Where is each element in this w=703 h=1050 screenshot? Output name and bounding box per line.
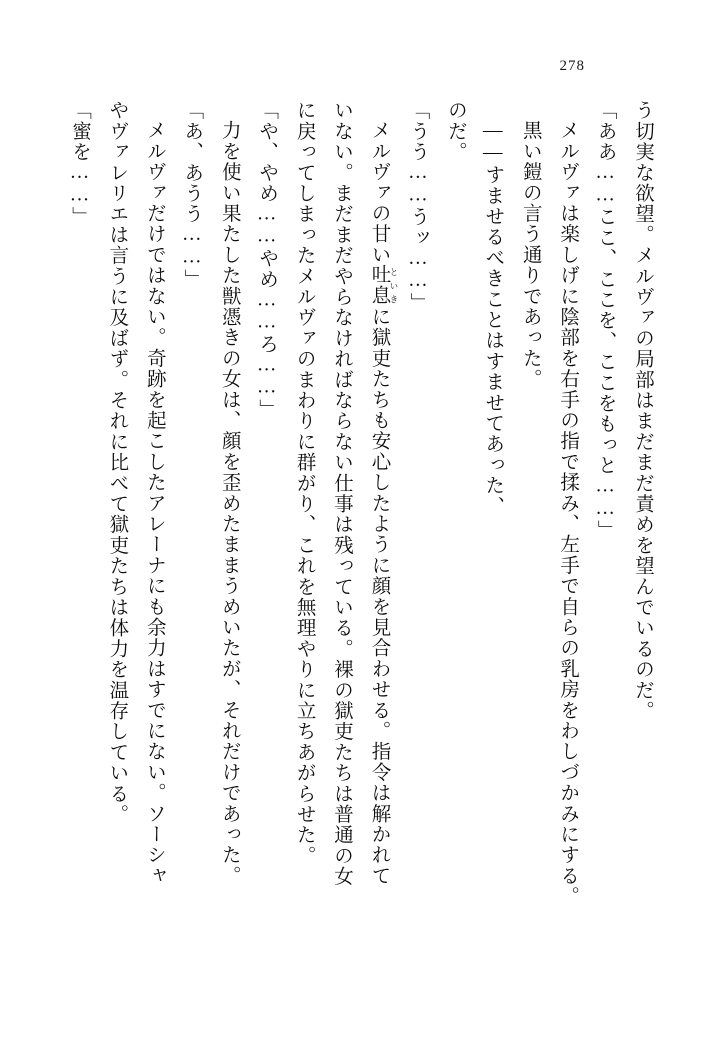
text-line: メルヴァだけではない。奇跡を起こしたアレーナにも余力はすでにない。ソーシャ [143, 119, 165, 886]
text-line: ――すませるべきことはすませてあった、 [482, 119, 504, 516]
ruby-annotation: 吐息 といき [368, 264, 399, 306]
text-line: メルヴァは楽しげに陰部を右手の指で揉み、左手で自らの乳房をわしづかみにする。 [557, 119, 579, 907]
text-line: う切実な欲望。メルヴァの局部はまだまだ責めを望んでいるのだ。 [632, 100, 653, 721]
text-line: 黒い鎧の言う通りであった。 [519, 119, 541, 389]
text-line-with-ruby: メルヴァの甘い吐息 といきに獄吏たちも安心したように顔を見合わせる。指令は解かれて [368, 119, 399, 886]
text-line: 力を使い果たした獣憑きの女は、顔を歪めたままうめいたが、それだけであった。 [218, 119, 240, 886]
text-line: 「ああ……ここ、ここを、ここをもっと……」 [594, 100, 616, 541]
text-line: やヴァレリエは言うに及ばず。それに比べて獄吏たちは体力を温存している。 [106, 100, 128, 825]
text-line: のだ。 [444, 100, 466, 163]
page-text-body [61, 100, 661, 1000]
text-line: 「や、やめ……やめ……ろ……」 [256, 100, 278, 420]
text-line: に戻ってしまったメルヴァのまわりに群がり、これを無理やりに立ちあがらせた。 [293, 100, 315, 866]
text-line: 「蜜を……」 [68, 100, 90, 228]
page-number: 278 [559, 58, 585, 74]
text-line: 「うう……うッ……」 [407, 100, 429, 313]
text-line: いない。まだまだやらなければならない仕事は残っている。裸の獄吏たちは普通の女 [331, 100, 352, 887]
text-line: 「あ、あうう……」 [181, 100, 203, 290]
